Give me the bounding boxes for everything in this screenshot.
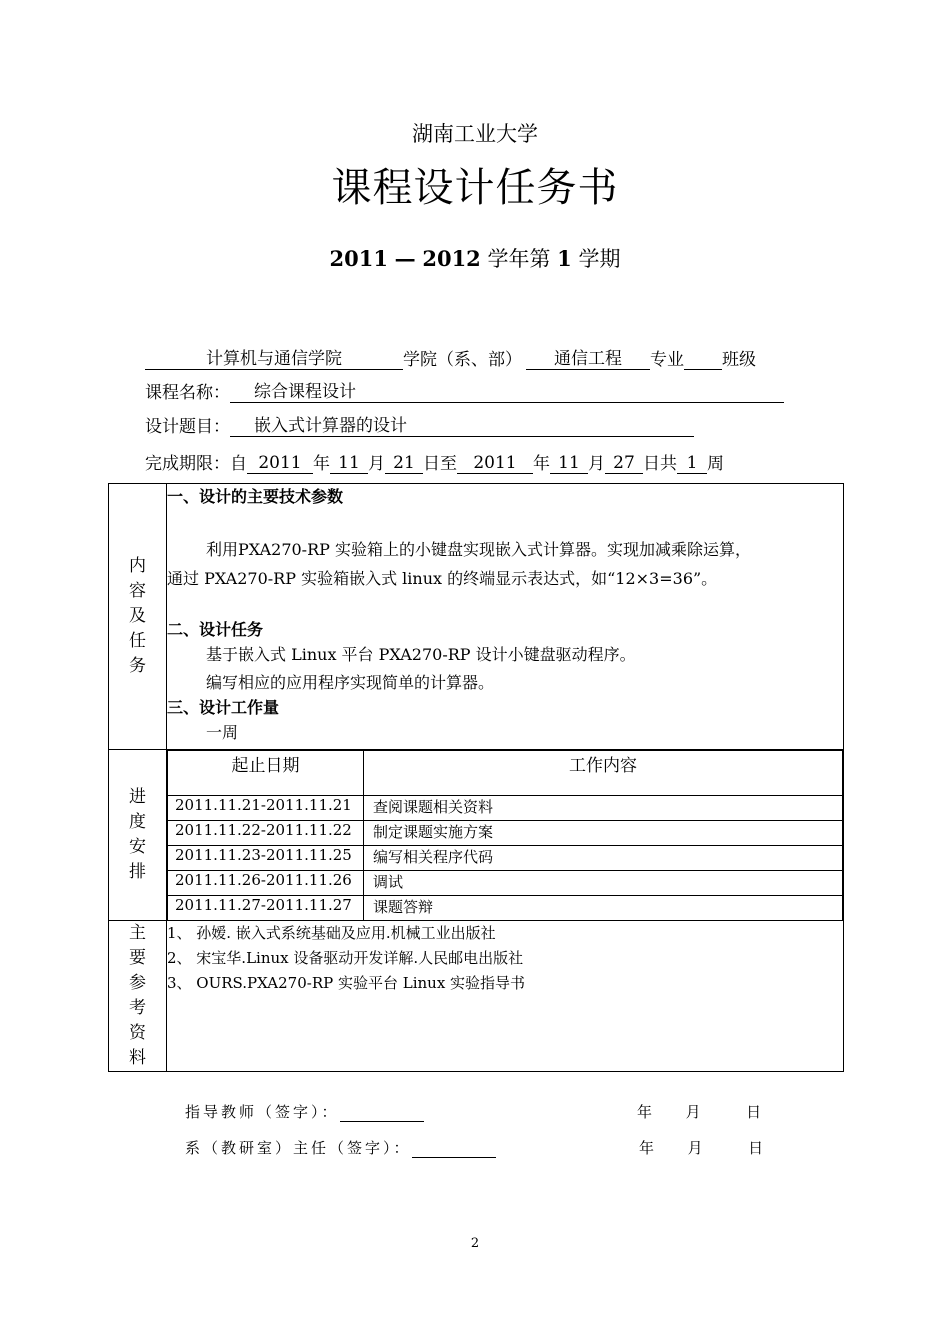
reference-item: 1、 孙嫒. 嵌入式系统基础及应用.机械工业出版社	[167, 924, 496, 942]
topic-value: 嵌入式计算器的设计	[230, 416, 694, 437]
head-label: 系（教研室）主任（签字）：	[185, 1139, 412, 1157]
start-month-label: 月	[368, 454, 385, 474]
start-year-label: 年	[313, 454, 330, 474]
label-char: 及	[129, 606, 146, 626]
label-char: 要	[129, 948, 146, 968]
major-value: 通信工程	[526, 349, 650, 370]
end-day: 27	[605, 453, 643, 474]
schedule-body	[167, 750, 844, 921]
label-char: 安	[129, 837, 146, 857]
references-section-label	[109, 921, 167, 1072]
label-char: 料	[129, 1048, 146, 1068]
schedule-dates: 2011.11.27-2011.11.27	[168, 896, 364, 921]
end-month-label: 月	[588, 454, 605, 474]
day-total-label: 日共	[643, 454, 677, 474]
class-value	[684, 369, 722, 370]
col-dates-header: 起止日期	[168, 751, 364, 796]
schedule-header	[168, 751, 843, 796]
advisor-day-label: 日	[746, 1103, 762, 1121]
college-value: 计算机与通信学院	[145, 349, 403, 370]
content-section-body	[167, 484, 844, 750]
term-dash: —	[394, 246, 416, 271]
schedule-work: 编写相关程序代码	[364, 846, 843, 871]
schedule-dates: 2011.11.21-2011.11.21	[168, 796, 364, 821]
heading-parameters: 一、设计的主要技术参数	[167, 487, 344, 506]
param-line-1: 利用PXA270-RP 实验箱上的小键盘实现嵌入式计算器。实现加减乘除运算，	[206, 540, 751, 559]
page-number: 2	[470, 1236, 480, 1251]
label-char: 内	[129, 556, 146, 576]
college-line	[145, 345, 756, 370]
course-line	[145, 378, 784, 403]
head-year-label: 年	[639, 1139, 655, 1157]
major-label: 专业	[650, 350, 684, 370]
term-start-year: 2011	[329, 246, 388, 271]
label-char: 主	[129, 923, 146, 943]
week-label: 周	[707, 454, 724, 474]
day-to-label: 日至	[423, 454, 457, 474]
advisor-date	[637, 1101, 761, 1122]
end-month: 11	[550, 453, 588, 474]
table-row	[168, 821, 843, 846]
head-signature-blank	[412, 1157, 496, 1158]
label-char: 任	[129, 631, 146, 651]
topic-line	[145, 412, 694, 437]
head-month-label: 月	[687, 1139, 703, 1157]
start-day: 21	[385, 453, 423, 474]
period-label: 完成期限：自	[145, 454, 247, 474]
label-char: 度	[129, 812, 146, 832]
head-day-label: 日	[748, 1139, 764, 1157]
label-char: 资	[129, 1023, 146, 1043]
schedule-section-label	[109, 750, 167, 921]
term-suffix: 学期	[578, 247, 621, 271]
advisor-year-label: 年	[637, 1103, 653, 1121]
table-row	[168, 871, 843, 896]
reference-item: 3、 OURS.PXA270-RP 实验平台 Linux 实验指导书	[167, 974, 526, 992]
heading-workload: 三、设计工作量	[167, 698, 280, 717]
schedule-dates: 2011.11.22-2011.11.22	[168, 821, 364, 846]
schedule-work: 课题答辩	[364, 896, 843, 921]
document-title: 课程设计任务书	[331, 165, 619, 211]
start-month: 11	[330, 453, 368, 474]
workload-value: 一周	[206, 723, 239, 742]
label-char: 考	[129, 998, 146, 1018]
label-char: 排	[129, 862, 146, 882]
table-row	[168, 796, 843, 821]
task-item-2: 编写相应的应用程序实现简单的计算器。	[206, 673, 495, 692]
weeks-value: 1	[677, 453, 707, 474]
term-number: 1	[557, 246, 572, 271]
label-char: 务	[129, 656, 146, 676]
advisor-signature-blank	[340, 1121, 424, 1122]
col-work-header: 工作内容	[364, 751, 843, 796]
label-char: 进	[129, 787, 146, 807]
class-label: 班级	[722, 350, 756, 370]
schedule-work: 制定课题实施方案	[364, 821, 843, 846]
references-body	[167, 921, 844, 1072]
course-name: 综合课程设计	[230, 382, 784, 403]
reference-item: 2、 宋宝华.Linux 设备驱动开发详解.人民邮电出版社	[167, 949, 524, 967]
advisor-signature-line	[185, 1101, 424, 1122]
period-line	[145, 449, 724, 474]
label-char: 容	[129, 581, 146, 601]
table-row	[168, 896, 843, 921]
schedule-table	[167, 750, 843, 920]
university-name: 湖南工业大学	[412, 122, 538, 146]
schedule-dates: 2011.11.23-2011.11.25	[168, 846, 364, 871]
end-year: 2011	[457, 453, 533, 474]
table-row	[168, 846, 843, 871]
task-item-1: 基于嵌入式 Linux 平台 PXA270-RP 设计小键盘驱动程序。	[206, 645, 636, 664]
advisor-month-label: 月	[685, 1103, 701, 1121]
term-end-year: 2012	[422, 246, 481, 271]
end-year-label: 年	[533, 454, 550, 474]
college-label: 学院（系、部）	[403, 350, 522, 370]
param-line-2: 通过 PXA270-RP 实验箱嵌入式 linux 的终端显示表达式，如“12×3=36”。	[167, 569, 718, 588]
content-row	[109, 484, 844, 750]
term-year-label: 学年第	[487, 247, 551, 271]
schedule-work: 调试	[364, 871, 843, 896]
task-table	[108, 483, 844, 1072]
advisor-label: 指导教师（签字）：	[185, 1103, 340, 1121]
label-char: 参	[129, 973, 146, 993]
schedule-work: 查阅课题相关资料	[364, 796, 843, 821]
heading-tasks: 二、设计任务	[167, 620, 264, 639]
academic-term	[0, 243, 950, 273]
head-signature-line	[185, 1137, 496, 1158]
start-year: 2011	[247, 453, 313, 474]
references-row	[109, 921, 844, 1072]
topic-label: 设计题目：	[145, 417, 230, 437]
schedule-row	[109, 750, 844, 921]
head-date	[639, 1137, 763, 1158]
content-section-label	[109, 484, 167, 750]
course-label: 课程名称：	[145, 383, 230, 403]
schedule-dates: 2011.11.26-2011.11.26	[168, 871, 364, 896]
